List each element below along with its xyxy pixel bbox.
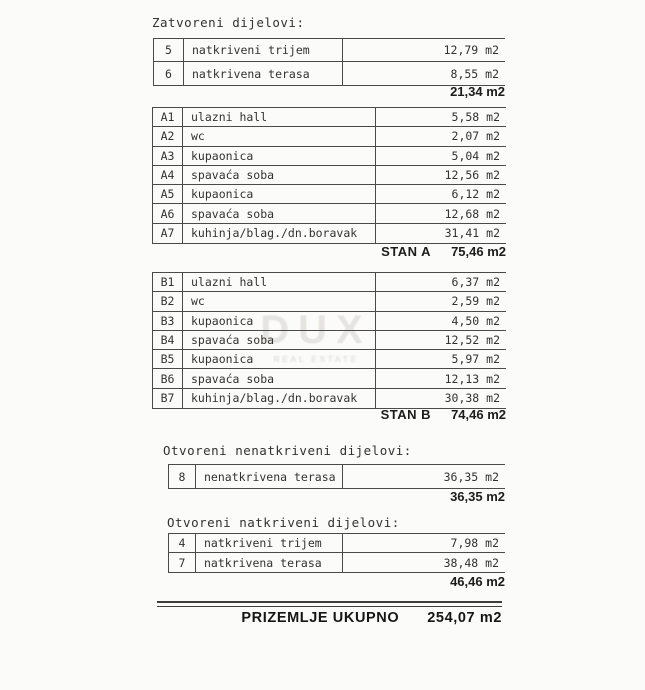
table-row [153, 108, 506, 127]
grand-total-value: 254,07 m2 [427, 610, 502, 626]
row-label: natkrivena terasa [184, 62, 343, 85]
table-row [154, 39, 505, 62]
row-number: B4 [153, 331, 183, 349]
row-value: 5,58 m2 [451, 110, 500, 125]
row-value: 8,55 m2 [450, 66, 499, 81]
row-number: B1 [153, 273, 183, 291]
table-row [153, 224, 506, 243]
row-value: 6,37 m2 [451, 275, 500, 290]
row-label: spavaća soba [183, 204, 376, 222]
row-label: spavaća soba [183, 331, 376, 349]
table-row [169, 553, 505, 572]
section-total [152, 84, 505, 99]
row-value: 5,97 m2 [451, 352, 500, 367]
row-number: A6 [153, 204, 183, 222]
row-value: 30,38 m2 [444, 391, 500, 406]
table-row [169, 465, 505, 488]
row-label: nenatkrivena terasa [196, 465, 343, 488]
section-total-value: 46,46 m2 [450, 574, 505, 589]
row-label: natkriveni trijem [196, 534, 343, 552]
area-table-stan-b [152, 272, 506, 409]
row-label: ulazni hall [183, 108, 376, 126]
row-label: kuhinja/blag./dn.boravak [183, 224, 376, 243]
section-heading-zatvoreni: Zatvoreni dijelovi: [152, 15, 305, 30]
row-value: 38,48 m2 [443, 555, 499, 570]
row-number: 6 [154, 62, 184, 85]
row-label: ulazni hall [183, 273, 376, 291]
row-label: spavaća soba [183, 166, 376, 184]
watermark-subtitle: REAL ESTATE [273, 354, 359, 364]
row-value: 12,13 m2 [444, 371, 500, 386]
table-row [153, 204, 506, 223]
area-table-natkriveni [168, 533, 505, 573]
area-table-nenatkriveni [168, 464, 505, 489]
row-number: A1 [153, 108, 183, 126]
table-row [153, 292, 506, 311]
row-number: A5 [153, 185, 183, 203]
row-value: 2,59 m2 [451, 294, 500, 309]
area-table-stan-a [152, 107, 506, 244]
row-number: 5 [154, 39, 184, 61]
row-number: A2 [153, 127, 183, 145]
row-value: 4,50 m2 [451, 313, 500, 328]
table-row [153, 369, 506, 388]
row-number: A3 [153, 147, 183, 165]
row-label: natkrivena terasa [196, 553, 343, 572]
table-row [153, 147, 506, 166]
grand-total-divider [157, 601, 502, 607]
section-total-label: STAN A [381, 244, 432, 259]
row-label: wc [183, 292, 376, 310]
table-row [153, 273, 506, 292]
section-total [152, 574, 505, 589]
section-heading-nenatkriveni: Otvoreni nenatkriveni dijelovi: [163, 443, 412, 458]
section-total-value: 74,46 m2 [451, 407, 506, 422]
row-label: kupaonica [183, 312, 376, 330]
row-label: natkriveni trijem [184, 39, 343, 61]
row-number: 4 [169, 534, 196, 552]
section-total-stan-b [152, 407, 506, 422]
section-total-value: 75,46 m2 [451, 244, 506, 259]
row-value: 7,98 m2 [450, 536, 499, 550]
table-row [154, 62, 505, 85]
section-heading-natkriveni: Otvoreni natkriveni dijelovi: [167, 515, 400, 530]
section-total-value: 21,34 m2 [450, 84, 505, 99]
row-value: 12,68 m2 [444, 206, 500, 221]
section-total-stan-a [152, 244, 506, 259]
row-label: spavaća soba [183, 369, 376, 387]
section-total-value: 36,35 m2 [450, 489, 505, 504]
row-label: wc [183, 127, 376, 145]
table-row [153, 312, 506, 331]
row-number: 7 [169, 553, 196, 572]
row-value: 12,52 m2 [444, 333, 500, 348]
area-table-zatvoreni [153, 38, 505, 86]
row-label: kupaonica [183, 350, 376, 368]
section-total [152, 489, 505, 504]
row-number: B5 [153, 350, 183, 368]
table-row [153, 166, 506, 185]
row-label: kuhinja/blag./dn.boravak [183, 389, 376, 408]
table-row [153, 350, 506, 369]
table-row [153, 127, 506, 146]
row-label: kupaonica [183, 185, 376, 203]
table-row [153, 389, 506, 408]
row-number: B7 [153, 389, 183, 408]
grand-total [157, 610, 502, 626]
row-number: A4 [153, 166, 183, 184]
row-value: 6,12 m2 [451, 187, 500, 202]
row-number: 8 [169, 465, 196, 488]
row-value: 36,35 m2 [443, 469, 499, 484]
table-row [153, 331, 506, 350]
row-value: 12,56 m2 [444, 168, 500, 183]
watermark-logo-text: DUX [260, 308, 372, 352]
grand-total-label: PRIZEMLJE UKUPNO [241, 610, 400, 626]
row-value: 5,04 m2 [451, 148, 500, 163]
table-row [169, 534, 505, 553]
row-number: B2 [153, 292, 183, 310]
row-number: B3 [153, 312, 183, 330]
section-total-label: STAN B [380, 407, 432, 422]
row-number: A7 [153, 224, 183, 243]
table-row [153, 185, 506, 204]
row-value: 12,79 m2 [443, 43, 499, 57]
row-value: 31,41 m2 [444, 226, 500, 241]
row-number: B6 [153, 369, 183, 387]
row-label: kupaonica [183, 147, 376, 165]
row-value: 2,07 m2 [451, 129, 500, 144]
